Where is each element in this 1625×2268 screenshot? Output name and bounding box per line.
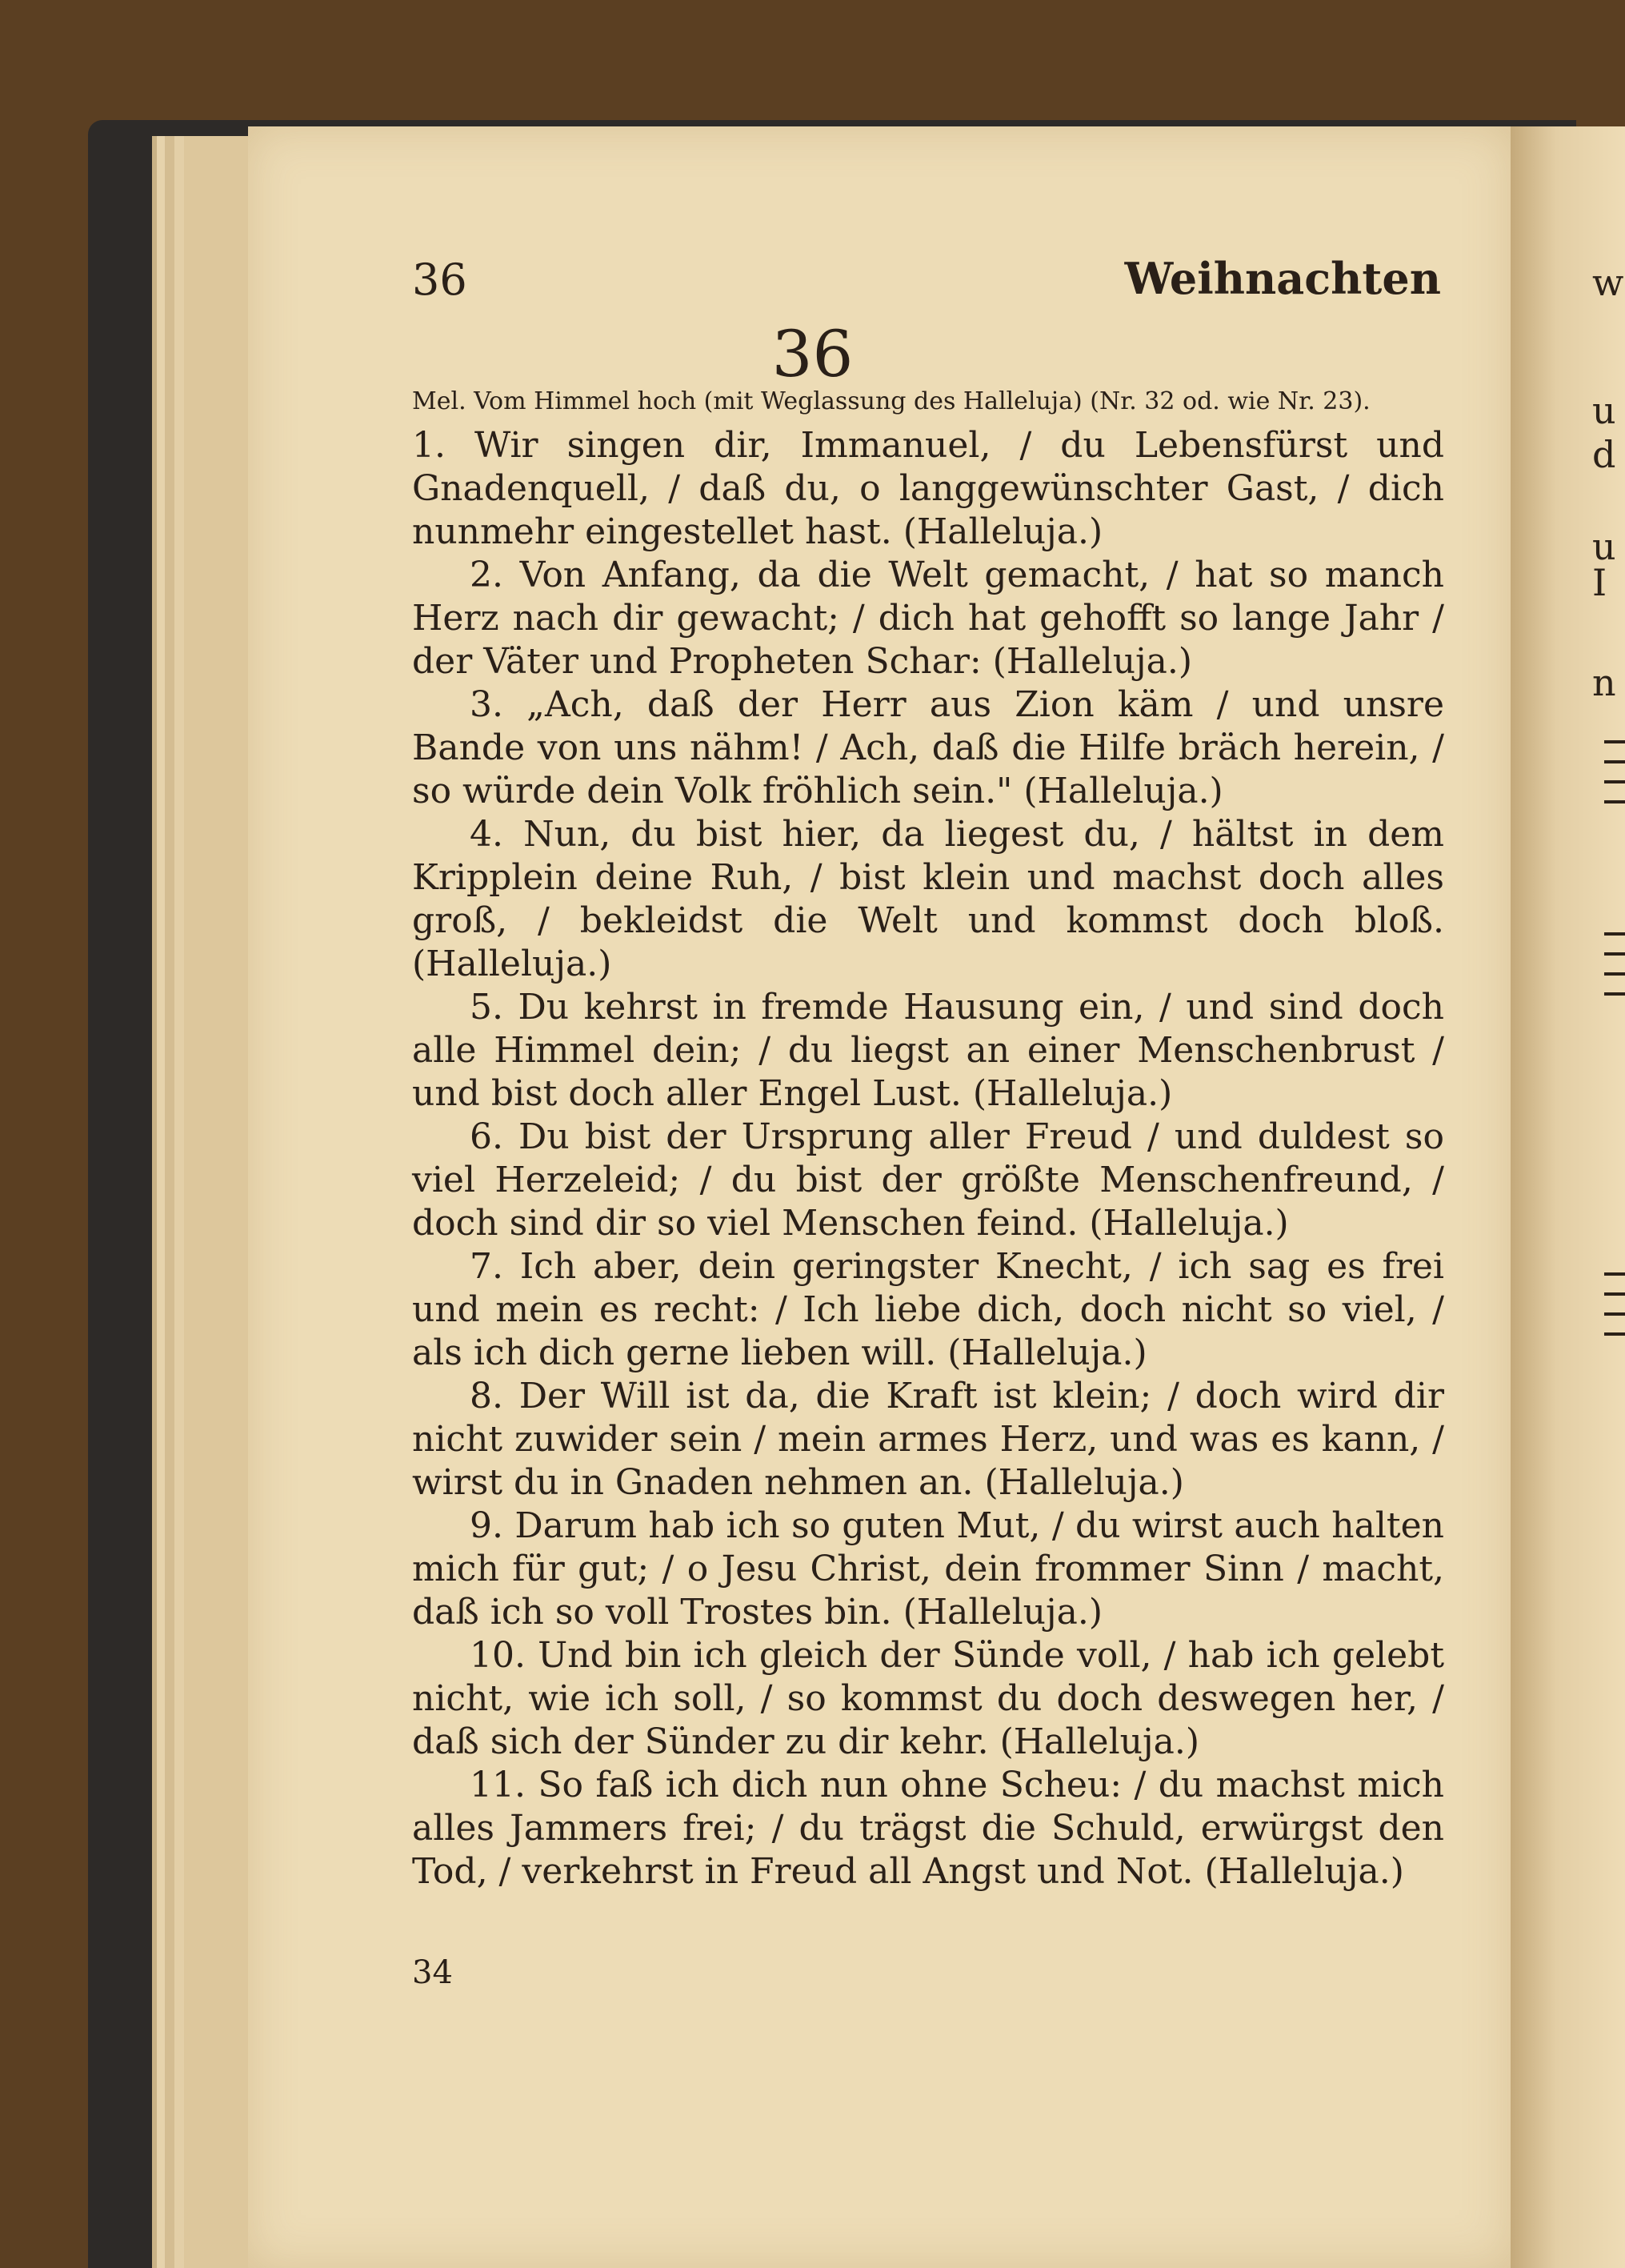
stanza: 4. Nun, du bist hier, da liegest du, / hältst in dem Kripplein deine Ruh, / bist klein und machst doch alles groß, / bekleidst die Welt und kommst doch bloß. (Halleluja.) (412, 814, 1444, 984)
stanza: 2. Von Anfang, da die Welt gemacht, / hat so manch Herz nach dir gewacht; / dich hat gehofft so lange Jahr / der Väter und Propheten Schar: (Halleluja.) (412, 555, 1444, 682)
next-page-glyph: I (1592, 561, 1607, 604)
music-staff-line (1604, 1312, 1625, 1316)
music-staff-line (1604, 992, 1625, 996)
music-staff-line (1604, 800, 1625, 803)
section-title: Weihnachten (1124, 253, 1441, 304)
stanza: 3. „Ach, daß der Herr aus Zion käm / und unsre Bande von uns nähm! / Ach, daß die Hilfe bräch herein, / so würde dein Volk fröhlich sein." (Halleluja.) (412, 684, 1444, 811)
next-page-glyph: u (1592, 525, 1616, 568)
stanza: 6. Du bist der Ursprung aller Freud / und duldest so viel Herzeleid; / du bist der größte Menschenfreund, / doch sind dir so viel Menschen feind. (Halleluja.) (412, 1116, 1444, 1244)
next-page-glyph: d (1592, 433, 1616, 476)
stanza: 9. Darum hab ich so guten Mut, / du wirst auch halten mich für gut; / o Jesu Christ, dein frommer Sinn / macht, daß ich so voll Trostes bin. (Halleluja.) (412, 1505, 1444, 1633)
stanza: 1. Wir singen dir, Immanuel, / du Lebensfürst und Gnadenquell, / daß du, o langgewünschter Gast, / dich nunmehr eingestellet hast. (Halleluja.) (412, 425, 1444, 552)
music-staff-line (1604, 1332, 1625, 1336)
music-staff-line (1604, 760, 1625, 763)
hymn-text (412, 424, 1444, 1893)
music-staff-line (1604, 1292, 1625, 1296)
next-page-glyph: w (1592, 261, 1624, 304)
next-page-glyph: n (1592, 661, 1616, 704)
stanza: 11. So faß ich dich nun ohne Scheu: / du machst mich alles Jammers frei; / du trägst die Schuld, erwürgst den Tod, / verkehrst in Freud all Angst und Not. (Halleluja.) (412, 1765, 1444, 1892)
music-staff-line (1604, 952, 1625, 956)
next-page-glyph: u (1592, 389, 1616, 432)
stanza: 8. Der Will ist da, die Kraft ist klein; / doch wird dir nicht zuwider sein / mein armes Herz, und was es kann, / wirst du in Gnaden nehmen an. (Halleluja.) (412, 1376, 1444, 1503)
music-staff-line (1604, 972, 1625, 976)
stanza: 10. Und bin ich gleich der Sünde voll, / hab ich gelebt nicht, wie ich soll, / so kommst du doch deswegen her, / daß sich der Sünder zu dir kehr. (Halleluja.) (412, 1635, 1444, 1762)
music-staff-line (1604, 740, 1625, 743)
page-number: 36 (412, 254, 467, 305)
music-staff-line (1604, 932, 1625, 936)
stanza: 5. Du kehrst in fremde Hausung ein, / und sind doch alle Himmel dein; / du liegst an einer Menschenbrust / und bist doch aller Engel Lust. (Halleluja.) (412, 987, 1444, 1114)
hymn-number: 36 (771, 317, 854, 391)
music-staff-line (1604, 1272, 1625, 1276)
stanza: 7. Ich aber, dein geringster Knecht, / ich sag es frei und mein es recht: / Ich liebe dich, doch nicht so viel, / als ich dich gerne lieben will. (Halleluja.) (412, 1246, 1444, 1373)
signature-mark: 34 (412, 1954, 453, 1991)
music-staff-line (1604, 780, 1625, 783)
melody-note: Mel. Vom Himmel hoch (mit Weglassung des Halleluja) (Nr. 32 od. wie Nr. 23). (412, 387, 1371, 415)
